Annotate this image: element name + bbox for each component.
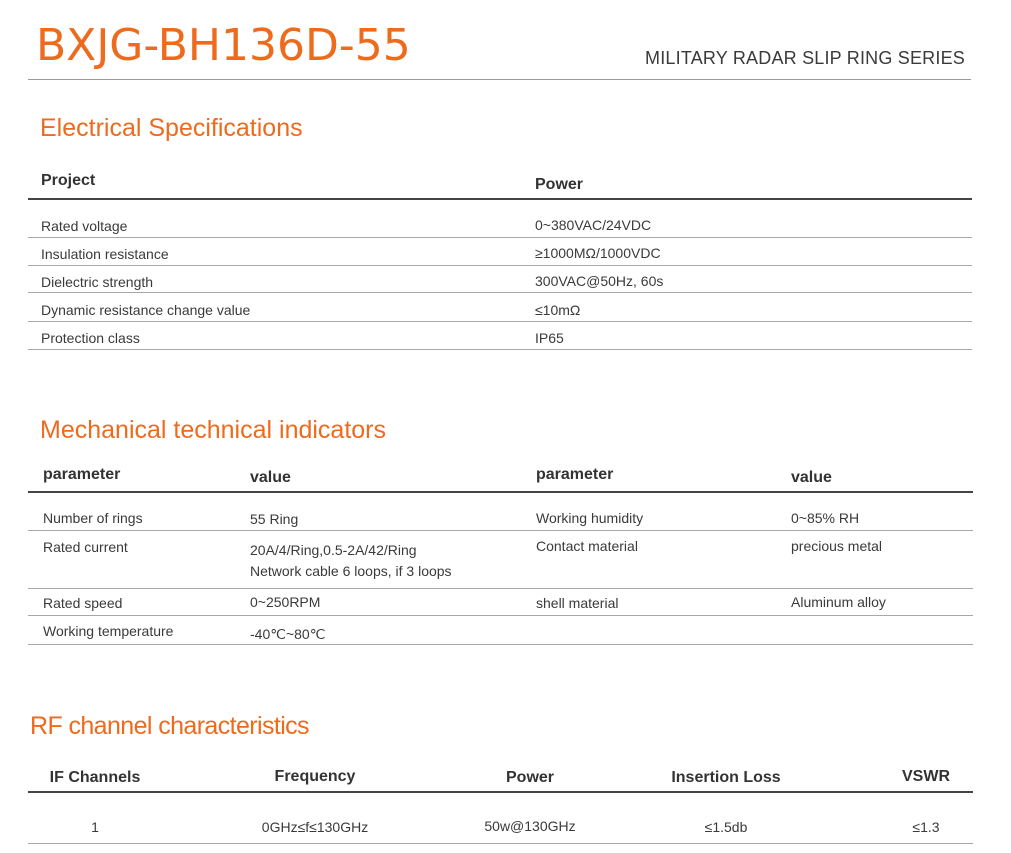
rf-cell: ≤1.5db [704,819,748,835]
electrical-header-rule [28,198,972,200]
electrical-row-label: Dynamic resistance change value [41,302,251,318]
mechanical-header-rule [28,491,973,493]
rf-header-vswr: VSWR [902,768,950,785]
product-series: MILITARY RADAR SLIP RING SERIES [645,48,965,68]
electrical-header-power: Power [535,176,584,193]
mechanical-cell: Working temperature [43,623,174,639]
mechanical-cell: Number of rings [43,510,143,526]
electrical-row-label: Rated voltage [41,218,128,234]
mechanical-cell: precious metal [791,538,883,554]
mechanical-cell: 20A/4/Ring,0.5-2A/42/Ring [250,542,417,558]
product-title: BXJG-BH136D-55 [36,20,411,71]
mechanical-header-parameter: parameter [536,466,614,483]
rf-cell: 50w@130GHz [484,818,576,834]
row-divider [28,588,973,589]
electrical-row-value: ≥1000MΩ/1000VDC [535,245,661,261]
rf-header-rule [28,791,973,793]
mechanical-cell: Rated current [43,539,128,555]
row-divider [28,292,972,293]
rf-header-insertion-loss: Insertion Loss [671,769,781,786]
mechanical-header-parameter: parameter [43,466,121,483]
mechanical-section-title: Mechanical technical indicators [40,416,387,444]
row-divider [28,237,972,238]
electrical-row-value: ≤10mΩ [535,302,581,318]
mechanical-header-value: value [250,469,291,486]
mechanical-cell: -40℃~80℃ [250,626,326,642]
electrical-row-value: 300VAC@50Hz, 60s [535,273,664,289]
electrical-header-project: Project [41,172,96,189]
rf-cell: 1 [91,819,99,835]
electrical-section-title: Electrical Specifications [40,114,303,142]
rf-cell: ≤1.3 [912,819,940,835]
header-divider [28,79,971,80]
mechanical-cell: Rated speed [43,595,123,611]
electrical-row-label: Protection class [41,330,140,346]
electrical-row-value: 0~380VAC/24VDC [535,217,652,233]
row-divider [28,321,972,322]
rf-header-power: Power [505,769,555,786]
mechanical-cell: 0~85% RH [791,510,860,526]
rf-header-if-channels: IF Channels [49,769,141,786]
rf-header-frequency: Frequency [274,768,356,785]
mechanical-cell: Contact material [536,538,638,554]
row-divider [28,349,972,350]
mechanical-cell: Network cable 6 loops, if 3 loops [250,563,452,579]
row-divider [28,265,972,266]
mechanical-header-value: value [791,469,832,486]
mechanical-cell: 55 Ring [250,511,299,527]
mechanical-cell: Working humidity [536,510,644,526]
mechanical-cell: 0~250RPM [250,594,321,610]
rf-section-title: RF channel characteristics [30,712,309,740]
electrical-row-label: Dielectric strength [41,274,154,290]
mechanical-cell: shell material [536,595,619,611]
row-divider [28,615,973,616]
row-divider [28,843,973,844]
rf-cell: 0GHz≤f≤130GHz [261,819,369,835]
mechanical-cell: Aluminum alloy [791,594,886,610]
electrical-row-label: Insulation resistance [41,246,169,262]
row-divider [28,530,973,531]
row-divider [28,644,973,645]
electrical-row-value: IP65 [535,330,564,346]
